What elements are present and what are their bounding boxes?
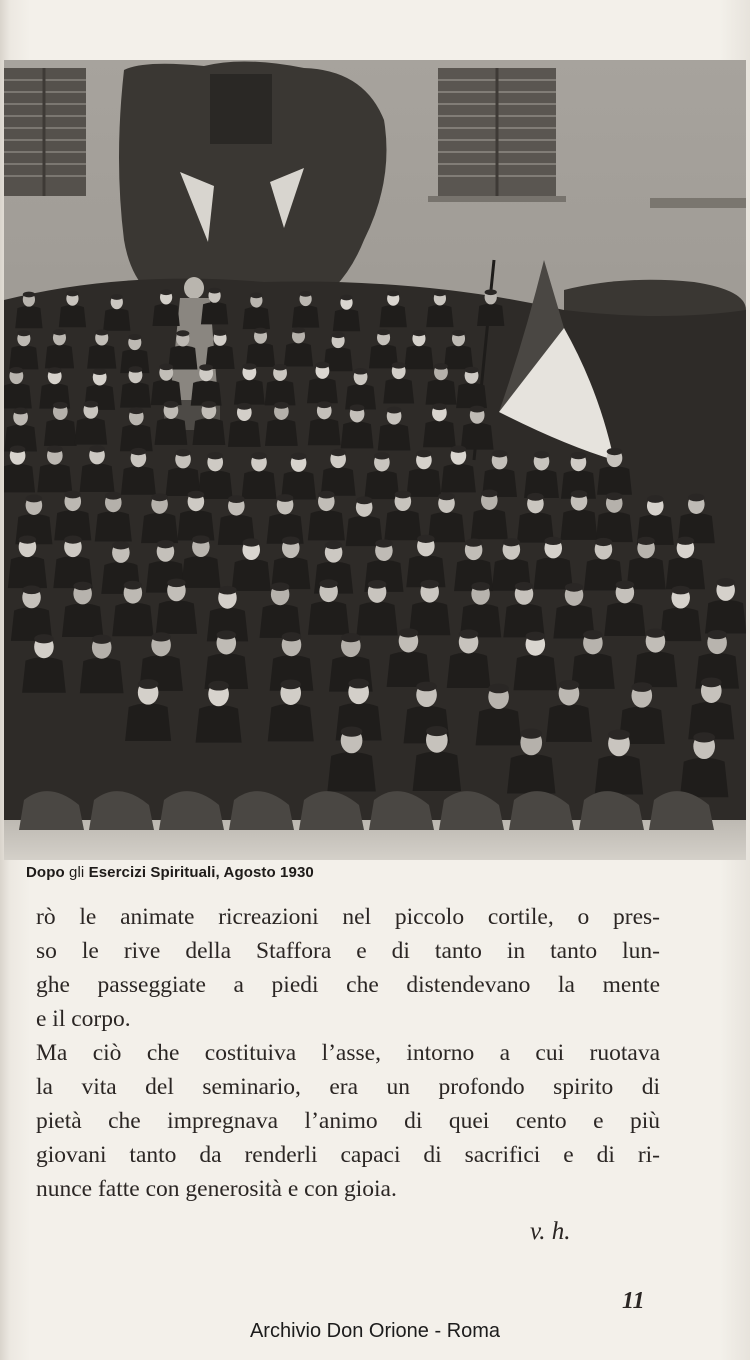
- person-body: [308, 510, 345, 540]
- person-hair: [192, 535, 210, 543]
- person-hair: [341, 633, 361, 642]
- person-hair: [92, 635, 112, 644]
- person-hair: [217, 630, 237, 639]
- person-body: [546, 704, 592, 742]
- person-hair: [354, 368, 368, 375]
- person-body: [444, 345, 473, 369]
- person-body: [80, 658, 124, 694]
- person-hair: [73, 582, 91, 591]
- archive-label: Archivio Don Orione - Roma: [249, 1320, 501, 1342]
- person-hair: [83, 401, 98, 408]
- person-body: [380, 305, 407, 327]
- photo-caption: [26, 864, 314, 881]
- person-hair: [93, 368, 107, 375]
- person-hair: [317, 401, 332, 408]
- person-body: [152, 304, 179, 326]
- person-hair: [677, 537, 695, 545]
- archive-watermark: [0, 1320, 750, 1343]
- text-line: Ma ciò che costituiva l’asse, intorno a cui ruotava: [36, 1040, 660, 1066]
- person-hair: [164, 401, 179, 408]
- person-body: [426, 379, 457, 404]
- person-hair: [412, 330, 425, 336]
- person-hair: [438, 492, 455, 500]
- person-hair: [485, 289, 497, 295]
- person-hair: [131, 448, 147, 455]
- person-hair: [432, 403, 447, 410]
- person-hair: [274, 402, 289, 409]
- person-hair: [671, 586, 689, 595]
- person-body: [177, 510, 214, 540]
- person-hair: [356, 496, 373, 504]
- person-hair: [515, 582, 533, 591]
- group-photo-illustration: [4, 60, 746, 860]
- caption-prefix: Dopo: [26, 864, 65, 881]
- person-hair: [368, 580, 386, 589]
- person-body: [364, 471, 399, 499]
- caption-title: Esercizi Spirituali, Agosto 1930: [88, 864, 314, 881]
- person-body: [292, 305, 319, 327]
- person-hair: [95, 329, 108, 335]
- person-hair: [207, 452, 223, 459]
- person-hair: [160, 289, 172, 295]
- person-hair: [459, 629, 479, 638]
- person-hair: [10, 446, 26, 453]
- person-hair: [64, 491, 81, 499]
- person-body: [333, 309, 360, 331]
- person-hair: [416, 450, 432, 457]
- person-body: [308, 418, 341, 445]
- person-hair: [434, 363, 448, 370]
- person-body: [308, 601, 349, 635]
- person-hair: [571, 452, 587, 459]
- person-hair: [157, 540, 175, 548]
- person-hair: [228, 495, 245, 503]
- person-hair: [53, 402, 68, 409]
- person-hair: [242, 363, 256, 370]
- person-hair: [452, 330, 465, 336]
- person-hair: [176, 330, 189, 336]
- person-hair: [292, 327, 305, 333]
- person-hair: [607, 448, 623, 455]
- person-hair: [175, 449, 191, 456]
- person-hair: [350, 404, 365, 411]
- person-body: [59, 305, 86, 327]
- person-hair: [387, 291, 399, 297]
- person-hair: [434, 290, 446, 296]
- person-body: [151, 380, 182, 405]
- person-hair: [693, 732, 715, 742]
- person-body: [243, 307, 270, 329]
- person-body: [22, 657, 66, 693]
- person-body: [423, 420, 456, 447]
- person-body: [413, 751, 461, 791]
- person-hair: [151, 493, 168, 501]
- person-body: [228, 420, 261, 447]
- person-hair: [503, 538, 521, 546]
- person-body: [87, 345, 116, 369]
- person-body: [660, 607, 701, 641]
- person-body: [120, 425, 153, 452]
- person-hair: [526, 632, 546, 641]
- person-hair: [13, 407, 28, 414]
- person-hair: [66, 291, 78, 297]
- person-hair: [19, 536, 37, 544]
- person-body: [155, 418, 188, 445]
- person-body: [4, 383, 32, 408]
- person-hair: [387, 407, 402, 414]
- person-hair: [716, 578, 734, 587]
- person-hair: [159, 364, 173, 371]
- person-hair: [282, 536, 300, 544]
- person-body: [125, 703, 171, 741]
- person-hair: [565, 583, 583, 592]
- person-hair: [325, 541, 343, 549]
- person-body: [234, 379, 265, 404]
- person-body: [8, 556, 47, 588]
- person-hair: [105, 492, 122, 500]
- person-hair: [64, 535, 82, 543]
- person-hair: [254, 328, 267, 334]
- person-hair: [48, 367, 62, 374]
- person-body: [384, 510, 421, 540]
- person-body: [471, 509, 508, 539]
- person-hair: [250, 292, 262, 298]
- person-body: [604, 602, 645, 636]
- window-shutter-left: [4, 68, 86, 196]
- person-hair: [47, 445, 63, 452]
- person-hair: [392, 362, 406, 369]
- person-hair: [23, 292, 35, 298]
- person-hair: [273, 364, 287, 371]
- person-body: [74, 418, 107, 445]
- person-hair: [426, 726, 448, 736]
- person-body: [265, 419, 298, 446]
- person-body: [120, 382, 151, 407]
- person-hair: [291, 453, 307, 460]
- person-hair: [534, 451, 550, 458]
- person-body: [284, 343, 313, 367]
- person-body: [80, 464, 115, 492]
- person-body: [560, 510, 597, 540]
- person-body: [378, 424, 411, 451]
- person-hair: [17, 330, 30, 336]
- person-body: [232, 559, 271, 591]
- person-body: [356, 602, 397, 636]
- person-hair: [559, 680, 580, 690]
- window-shutter-right: [428, 68, 566, 202]
- person-hair: [637, 537, 655, 545]
- text-line: ghe passeggiate a piedi che distendevano la mente: [36, 972, 660, 998]
- person-body: [37, 464, 72, 492]
- person-body: [307, 378, 338, 403]
- person-body: [447, 652, 491, 688]
- person-body: [62, 603, 103, 637]
- person-body: [103, 308, 130, 330]
- person-hair: [330, 449, 346, 456]
- person-body: [387, 651, 431, 687]
- person-body: [327, 752, 375, 792]
- person-body: [196, 705, 242, 743]
- person-body: [426, 305, 453, 327]
- person-hair: [237, 403, 252, 410]
- text-line: nunce fatte con generosità e con gioia.: [36, 1176, 397, 1202]
- person-body: [634, 652, 678, 688]
- person-hair: [208, 681, 229, 691]
- person-hair: [377, 329, 390, 335]
- person-body: [268, 704, 314, 742]
- caption-article: gli: [69, 864, 85, 881]
- person-body: [45, 345, 74, 369]
- person-hair: [282, 632, 302, 641]
- person-hair: [242, 538, 260, 546]
- person-hair: [89, 445, 105, 452]
- body-text: [36, 900, 660, 1206]
- person-hair: [527, 493, 544, 501]
- person-body: [121, 466, 156, 494]
- person-hair: [451, 445, 467, 452]
- person-body: [441, 464, 476, 492]
- person-hair: [595, 538, 613, 546]
- person-hair: [488, 684, 509, 694]
- person-hair: [332, 332, 345, 338]
- person-body: [383, 378, 414, 403]
- person-hair: [111, 294, 123, 300]
- text-line: rò le animate ricreazioni nel piccolo cortile, o pres-: [36, 904, 660, 930]
- person-body: [477, 304, 504, 326]
- person-hair: [129, 407, 144, 414]
- person-hair: [646, 629, 666, 638]
- person-hair: [688, 494, 705, 502]
- person-body: [201, 302, 228, 324]
- person-hair: [341, 727, 363, 737]
- person-hair: [348, 679, 369, 689]
- person-hair: [316, 362, 330, 369]
- person-body: [181, 556, 220, 588]
- person-hair: [26, 495, 43, 503]
- person-hair: [34, 634, 54, 643]
- person-hair: [701, 677, 722, 687]
- person-hair: [112, 541, 130, 549]
- person-hair: [188, 491, 205, 499]
- person-hair: [608, 730, 630, 740]
- person-hair: [470, 406, 485, 413]
- person-body: [456, 383, 487, 408]
- person-body: [597, 466, 632, 494]
- person-hair: [583, 630, 603, 639]
- person-hair: [251, 452, 267, 459]
- person-hair: [124, 581, 142, 590]
- person-body: [596, 512, 633, 542]
- text-line: pietà che impregnava l’animo di quei cento e più: [36, 1108, 660, 1134]
- person-hair: [128, 334, 141, 340]
- ivy-window: [210, 74, 272, 144]
- text-line: giovani tanto da renderli capaci di sacrifici e di ri-: [36, 1142, 660, 1168]
- person-hair: [465, 367, 479, 374]
- person-hair: [22, 585, 40, 594]
- person-hair: [167, 578, 185, 587]
- person-hair: [318, 491, 335, 499]
- text-line: e il corpo.: [36, 1006, 131, 1032]
- person-hair: [9, 367, 23, 374]
- person-body: [595, 755, 643, 795]
- person-body: [705, 600, 746, 634]
- person-body: [461, 423, 494, 450]
- person-hair: [571, 490, 588, 498]
- person-body: [476, 708, 522, 746]
- person-hair: [481, 489, 498, 497]
- person-hair: [374, 452, 390, 459]
- person-body: [156, 600, 197, 634]
- text-line: so le rive della Staffora e di tanto in tanto lun-: [36, 938, 660, 964]
- person-hair: [299, 291, 311, 297]
- person-body: [513, 655, 557, 691]
- person-body: [192, 418, 225, 445]
- person-body: [524, 470, 559, 498]
- person-hair: [138, 679, 159, 689]
- person-hair: [647, 495, 664, 503]
- person-hair: [399, 628, 419, 637]
- person-body: [4, 464, 35, 492]
- person-body: [404, 345, 433, 369]
- person-hair: [606, 492, 623, 500]
- person-hair: [395, 491, 412, 499]
- person-hair: [340, 295, 352, 301]
- person-body: [507, 754, 555, 794]
- person-body: [265, 380, 296, 405]
- person-hair: [199, 364, 213, 371]
- person-body: [680, 758, 728, 798]
- person-body: [406, 468, 441, 496]
- person-hair: [420, 580, 438, 589]
- person-hair: [129, 366, 143, 373]
- person-body: [242, 471, 277, 499]
- person-hair: [151, 632, 171, 641]
- person-body: [666, 557, 705, 589]
- page-number: 11: [622, 1288, 645, 1314]
- person-hair: [616, 580, 634, 589]
- person-body: [15, 306, 42, 328]
- person-hair: [375, 539, 393, 547]
- person-body: [95, 511, 132, 541]
- person-hair: [417, 535, 435, 543]
- person-hair: [319, 579, 337, 588]
- person-hair: [520, 729, 542, 739]
- person-hair: [202, 401, 217, 408]
- person-body: [341, 422, 374, 449]
- person-hair: [492, 450, 508, 457]
- person-hair: [465, 539, 483, 547]
- person-hair: [280, 680, 301, 690]
- person-hair: [707, 630, 727, 639]
- person-hair: [416, 682, 437, 692]
- person-hair: [271, 582, 289, 591]
- person-hair: [471, 582, 489, 591]
- person-body: [9, 345, 38, 369]
- person-hair: [213, 330, 226, 336]
- person-hair: [631, 682, 652, 692]
- person-hair: [544, 537, 562, 545]
- author-initials: v. h.: [530, 1218, 571, 1245]
- person-hair: [53, 329, 66, 335]
- text-line: la vita del seminario, era un profondo spirito di: [36, 1074, 660, 1100]
- person-body: [141, 513, 178, 543]
- person-hair: [208, 288, 220, 294]
- person-body: [112, 603, 153, 637]
- person-hair: [277, 494, 294, 502]
- person-body: [44, 419, 77, 446]
- person-hair: [218, 586, 236, 595]
- group-photograph: [4, 60, 746, 860]
